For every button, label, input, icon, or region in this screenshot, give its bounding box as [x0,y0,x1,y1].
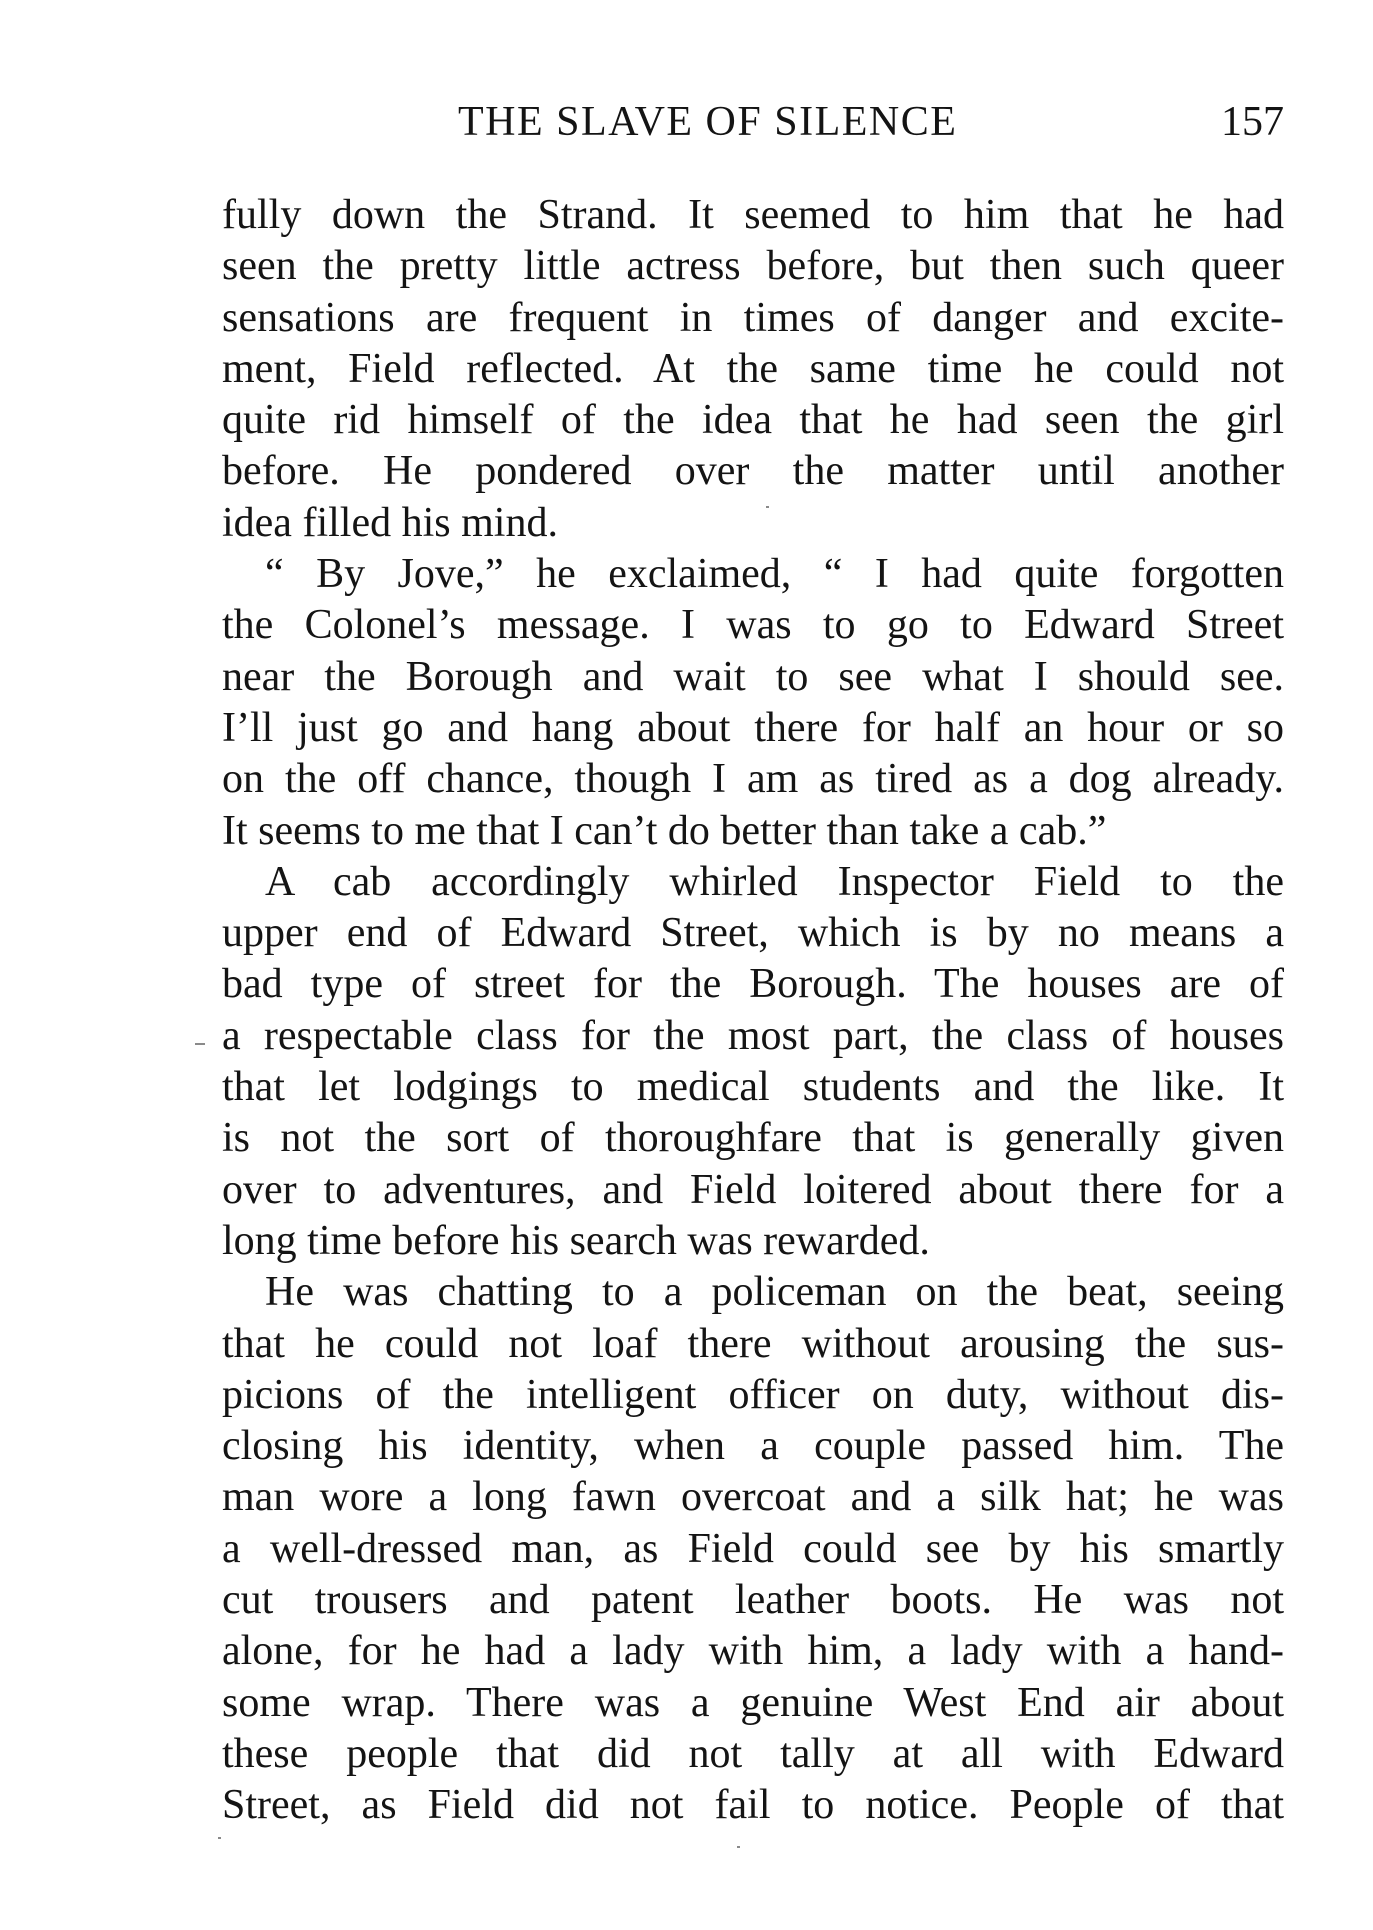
running-head [222,98,1284,158]
text-line: these people that did not tally at all with Edward [222,1730,1284,1777]
paragraph-first-line: A cab accordingly whirled Inspector Field to the [265,858,1284,905]
text-line: a respectable class for the most part, the class of houses [222,1012,1284,1059]
text-line: idea filled his mind. [222,499,558,546]
paragraph-first-line: “ By Jove,” he exclaimed, “ I had quite forgotten [265,551,1284,598]
paper-speck [195,1043,205,1045]
text-line: cut trousers and patent leather boots. He was not [222,1577,1284,1624]
text-line: ment, Field reflected. At the same time he could not [222,345,1284,392]
text-line: quite rid himself of the idea that he had seen the girl [222,397,1284,444]
text-line: is not the sort of thoroughfare that is generally given [222,1115,1284,1162]
body-text [222,190,1284,1832]
running-title: THE SLAVE OF SILENCE [458,99,958,145]
page-number: 157 [1221,99,1284,145]
text-line: some wrap. There was a genuine West End air about [222,1679,1284,1726]
text-line: that let lodgings to medical students and the like. It [222,1064,1284,1111]
text-line: near the Borough and wait to see what I should see. [222,653,1284,700]
text-line: upper end of Edward Street, which is by no means a [222,910,1284,957]
paper-speck [737,1846,740,1848]
text-line: fully down the Strand. It seemed to him that he had [222,192,1284,238]
text-line: the Colonel’s message. I was to go to Edward Street [222,602,1284,649]
text-line: alone, for he had a lady with him, a lady with a hand- [222,1628,1284,1675]
text-line: on the off chance, though I am as tired as a dog already. [222,756,1284,803]
text-line: picions of the intelligent officer on duty, without dis- [222,1371,1284,1418]
text-line: bad type of street for the Borough. The houses are of [222,961,1284,1008]
text-line: long time before his search was rewarded. [222,1217,930,1264]
text-line: closing his identity, when a couple passed him. The [222,1423,1284,1470]
paper-speck [766,506,769,508]
text-line: before. He pondered over the matter until another [222,448,1284,495]
text-line: over to adventures, and Field loitered about there for a [222,1166,1284,1213]
text-line: I’ll just go and hang about there for half an hour or so [222,704,1284,751]
text-line: man wore a long fawn overcoat and a silk hat; he was [222,1474,1284,1521]
text-line: sensations are frequent in times of danger and excite- [222,294,1284,341]
text-line: Street, as Field did not fail to notice. People of that [222,1782,1284,1829]
paper-speck [218,1837,221,1839]
text-line: It seems to me that I can’t do better than take a cab.” [222,807,1107,854]
paragraph-first-line: He was chatting to a policeman on the beat, seeing [265,1269,1284,1316]
text-line: a well-dressed man, as Field could see by his smartly [222,1525,1284,1572]
text-line: seen the pretty little actress before, but then such queer [222,243,1284,290]
text-line: that he could not loaf there without arousing the sus- [222,1320,1284,1367]
